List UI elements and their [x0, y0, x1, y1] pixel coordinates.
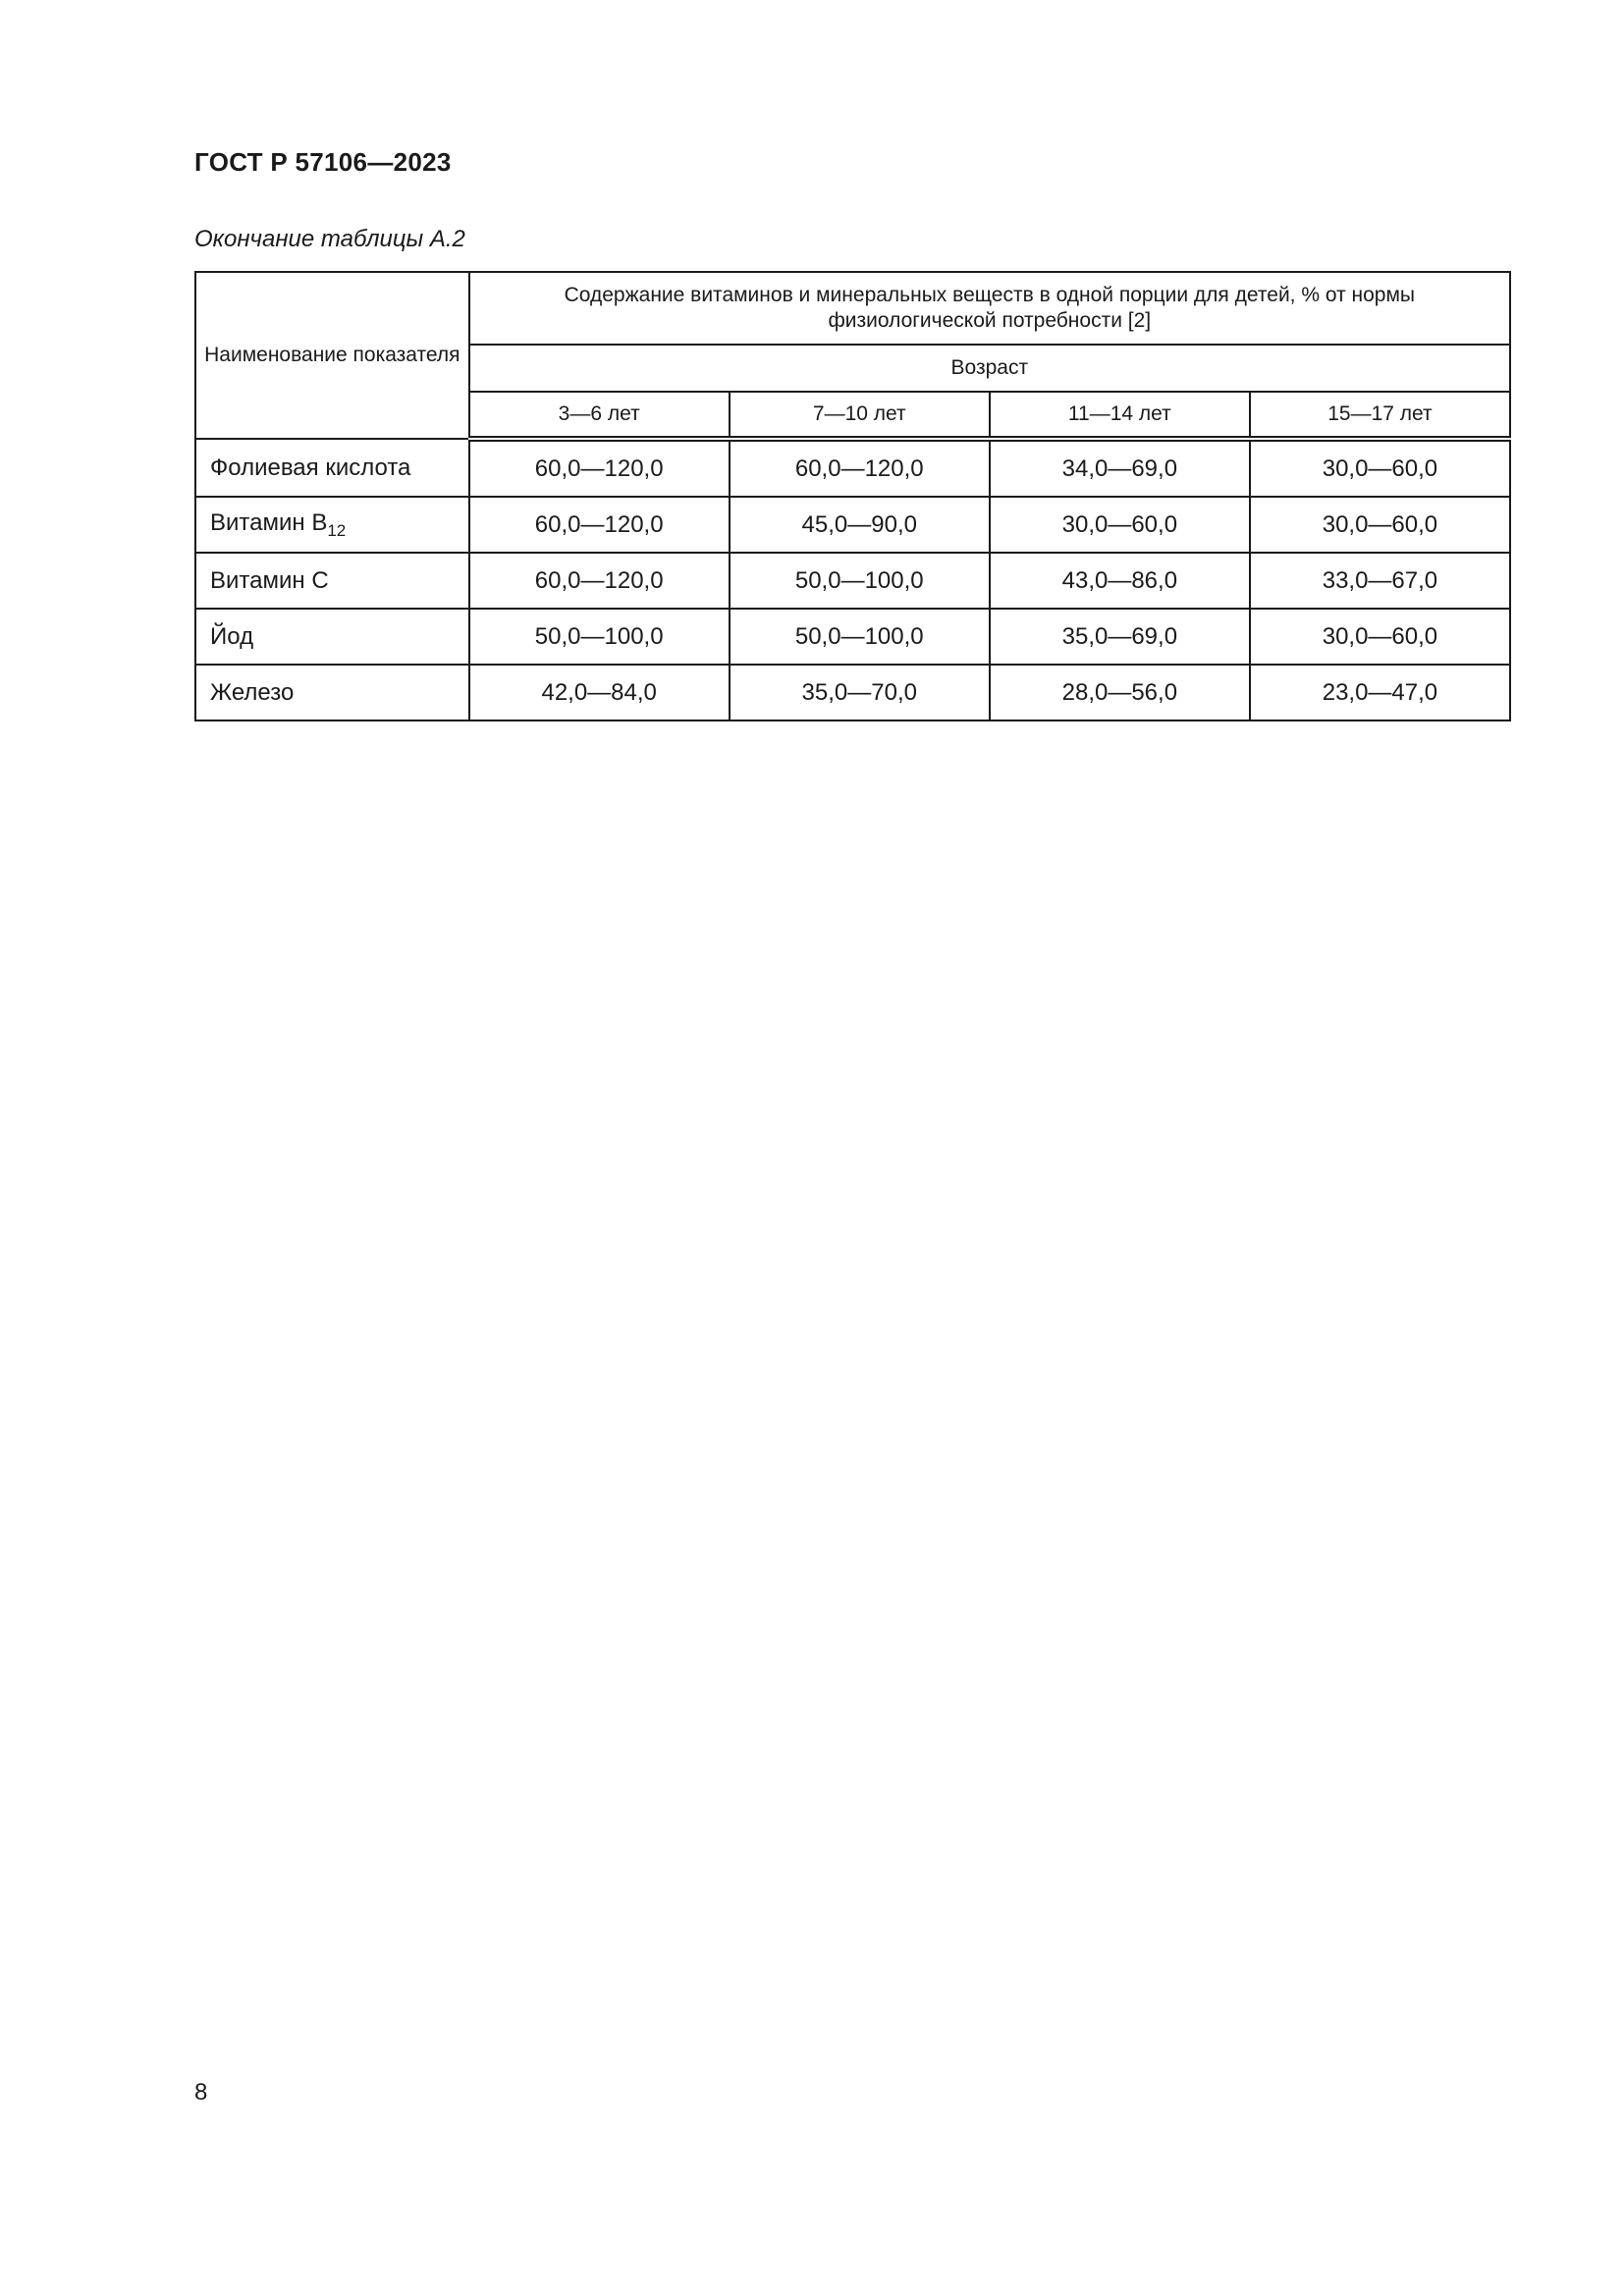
table-row	[195, 665, 1510, 721]
table-cell: 35,0—70,0	[730, 665, 990, 721]
age-column-header: 3—6 лет	[469, 392, 730, 439]
table-row	[195, 439, 1510, 497]
table-cell: 60,0—120,0	[469, 439, 730, 497]
table-row	[195, 553, 1510, 609]
table-cell: 23,0—47,0	[1250, 665, 1510, 721]
vitamin-content-table	[194, 271, 1511, 721]
page-number: 8	[194, 2079, 208, 2106]
row-label: Витамин С	[195, 553, 469, 609]
table-cell: 60,0—120,0	[469, 553, 730, 609]
age-column-header: 11—14 лет	[990, 392, 1250, 439]
name-column-header: Наименование показателя	[195, 272, 469, 439]
table-cell: 35,0—69,0	[990, 609, 1250, 665]
row-label: Йод	[195, 609, 469, 665]
table-row	[195, 497, 1510, 553]
table-cell: 60,0—120,0	[730, 439, 990, 497]
page-header-standard-id: ГОСТ Р 57106—2023	[194, 147, 452, 177]
table-cell: 30,0—60,0	[1250, 609, 1510, 665]
age-group-header: Возраст	[469, 345, 1510, 392]
table-row	[195, 609, 1510, 665]
table-cell: 28,0—56,0	[990, 665, 1250, 721]
table-cell: 30,0—60,0	[1250, 497, 1510, 553]
row-label	[195, 497, 469, 553]
content-column-header: Содержание витаминов и минеральных веществ в одной порции для детей, % от нормы физиологической потребности [2]	[469, 272, 1510, 345]
table-cell: 33,0—67,0	[1250, 553, 1510, 609]
row-label-text: Витамин B	[210, 508, 328, 536]
table-cell: 34,0—69,0	[990, 439, 1250, 497]
row-label-subscript: 12	[327, 520, 347, 540]
table-cell: 30,0—60,0	[1250, 439, 1510, 497]
age-column-header: 15—17 лет	[1250, 392, 1510, 439]
table-cell: 60,0—120,0	[469, 497, 730, 553]
table-cell: 42,0—84,0	[469, 665, 730, 721]
row-label: Железо	[195, 665, 469, 721]
row-label: Фолиевая кислота	[195, 439, 469, 497]
table-cell: 50,0—100,0	[469, 609, 730, 665]
table-cell: 43,0—86,0	[990, 553, 1250, 609]
table-cell: 50,0—100,0	[730, 609, 990, 665]
age-column-header: 7—10 лет	[730, 392, 990, 439]
table-cell: 45,0—90,0	[730, 497, 990, 553]
table-caption: Окончание таблицы А.2	[194, 226, 465, 252]
table-cell: 30,0—60,0	[990, 497, 1250, 553]
table-cell: 50,0—100,0	[730, 553, 990, 609]
